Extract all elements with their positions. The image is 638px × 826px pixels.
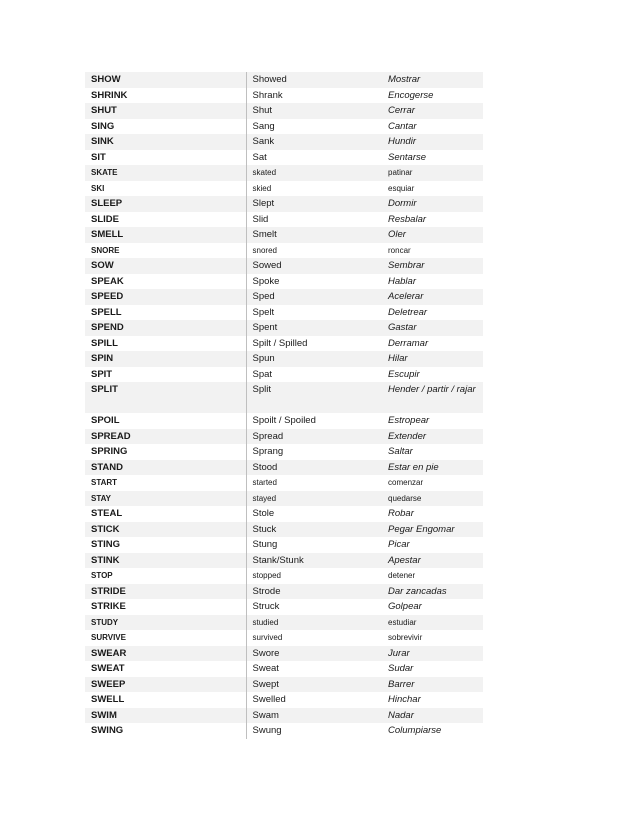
verb-past-form: Spat <box>246 367 382 383</box>
verb-base-form: STUDY <box>85 615 246 631</box>
verb-past-form: Sweat <box>246 661 382 677</box>
verb-spanish-translation: Estar en pie <box>382 460 483 476</box>
table-row <box>85 72 483 88</box>
verb-base-form: SLIDE <box>91 213 119 225</box>
verb-base-form: SPELL <box>91 306 122 318</box>
verb-spanish-translation: Hablar <box>388 275 416 287</box>
verb-past-form: Slid <box>246 212 382 228</box>
table-row <box>85 599 483 615</box>
verbs-table-body <box>85 72 483 739</box>
table-row <box>85 88 483 104</box>
verb-past-form: Sped <box>246 289 382 305</box>
verb-base-form: STRIKE <box>91 601 126 612</box>
verb-spanish-translation: Columpiarse <box>388 725 442 736</box>
verb-past-form: Spread <box>246 429 382 445</box>
verb-past-form: skated <box>246 165 382 181</box>
verb-past-form: started <box>246 475 382 491</box>
verb-base-form: SPEED <box>85 289 246 305</box>
verb-spanish-translation: Resbalar <box>388 213 427 225</box>
verb-past-form: Swore <box>246 646 382 662</box>
verb-past-form: Shrank <box>246 88 382 104</box>
verb-spanish-translation: Hinchar <box>388 694 421 705</box>
verb-past-form: Stank/Stunk <box>246 553 382 569</box>
verb-spanish-translation: sobrevivir <box>388 633 423 642</box>
verb-past-form: Spoilt / Spoiled <box>246 413 382 429</box>
verb-past-form: Sowed <box>246 258 382 274</box>
verb-past-form: Sank <box>246 134 382 150</box>
verb-base-form: SMELL <box>85 227 246 243</box>
table-row <box>85 382 483 413</box>
verb-spanish-translation: Apestar <box>382 553 483 569</box>
verb-past-form: studied <box>246 615 382 631</box>
verb-base-form: SKATE <box>85 165 246 181</box>
verb-base-form: SWING <box>91 725 124 736</box>
verb-past-form: Sang <box>246 119 382 135</box>
verb-past-form: Stood <box>246 460 382 476</box>
verb-past-form: Spilt / Spilled <box>246 336 382 352</box>
table-row <box>85 212 483 228</box>
verb-base-form: SHRINK <box>91 89 128 101</box>
verb-spanish-translation: Hender / partir / rajar <box>382 382 483 413</box>
table-row <box>85 429 483 445</box>
verb-base-form: STICK <box>85 522 246 538</box>
verb-spanish-translation: Escupir <box>388 368 420 380</box>
table-row <box>85 289 483 305</box>
verb-past-form: Spun <box>246 351 382 367</box>
verb-base-form: SWEEP <box>85 677 246 693</box>
verb-base-form: STOP <box>91 571 113 580</box>
verb-base-form: SPILL <box>91 337 118 349</box>
verb-spanish-translation: Robar <box>388 508 414 519</box>
table-row <box>85 103 483 119</box>
verb-base-form: SHUT <box>85 103 246 119</box>
verb-past-form: Stole <box>246 506 382 522</box>
verb-base-form: SIT <box>91 151 106 163</box>
table-row <box>85 522 483 538</box>
table-row <box>85 243 483 259</box>
verb-past-form: Stuck <box>246 522 382 538</box>
verb-past-form: Swept <box>246 677 382 693</box>
verb-spanish-translation: Mostrar <box>382 72 483 88</box>
verb-base-form: SPEAK <box>91 275 124 287</box>
verb-spanish-translation: Dar zancadas <box>382 584 483 600</box>
verb-base-form: SPIT <box>91 368 113 380</box>
verb-past-form: stopped <box>246 568 382 584</box>
verb-spanish-translation: Oler <box>382 227 483 243</box>
table-row <box>85 196 483 212</box>
table-row <box>85 584 483 600</box>
verb-spanish-translation: detener <box>388 571 416 580</box>
verb-base-form: SPOIL <box>91 415 120 426</box>
verb-past-form: Split <box>246 382 382 413</box>
table-row <box>85 258 483 274</box>
table-row <box>85 506 483 522</box>
verb-past-form: Slept <box>246 196 382 212</box>
verb-spanish-translation: Cantar <box>388 120 417 132</box>
verb-base-form: STINK <box>85 553 246 569</box>
verb-past-form: Stung <box>246 537 382 553</box>
table-row <box>85 475 483 491</box>
verb-spanish-translation: Encogerse <box>388 89 434 101</box>
verb-spanish-translation: Pegar Engomar <box>382 522 483 538</box>
verb-past-form: Smelt <box>246 227 382 243</box>
verb-base-form: SWEAT <box>91 663 125 674</box>
verb-spanish-translation: comenzar <box>388 478 424 487</box>
verb-base-form: SWELL <box>91 694 125 705</box>
verb-past-form: Shut <box>246 103 382 119</box>
verb-base-form: STAY <box>85 491 246 507</box>
irregular-verbs-table <box>85 72 483 739</box>
verb-spanish-translation: Nadar <box>382 708 483 724</box>
verb-spanish-translation: quedarse <box>382 491 483 507</box>
table-row <box>85 723 483 739</box>
verb-past-form: Spent <box>246 320 382 336</box>
table-row <box>85 413 483 429</box>
verb-spanish-translation: Gastar <box>382 320 483 336</box>
verb-past-form: survived <box>246 630 382 646</box>
verb-base-form: SLEEP <box>85 196 246 212</box>
verb-past-form: Spelt <box>246 305 382 321</box>
verb-past-form: Swelled <box>246 692 382 708</box>
verb-spanish-translation: Derramar <box>388 337 429 349</box>
verb-base-form: SPREAD <box>85 429 246 445</box>
verb-base-form: SPLIT <box>85 382 246 413</box>
verb-base-form: SINK <box>85 134 246 150</box>
verb-base-form: STING <box>91 539 121 550</box>
verb-past-form: stayed <box>246 491 382 507</box>
verb-base-form: SPRING <box>91 446 128 457</box>
table-row <box>85 553 483 569</box>
verb-base-form: SHOW <box>85 72 246 88</box>
verb-past-form: skied <box>246 181 382 197</box>
verb-past-form: Struck <box>246 599 382 615</box>
verb-spanish-translation: Sudar <box>388 663 414 674</box>
verb-spanish-translation: Dormir <box>382 196 483 212</box>
verb-spanish-translation: Sentarse <box>388 151 427 163</box>
verb-past-form: Swung <box>246 723 382 739</box>
verb-spanish-translation: Acelerar <box>382 289 483 305</box>
table-row <box>85 460 483 476</box>
verb-spanish-translation: patinar <box>382 165 483 181</box>
table-row <box>85 181 483 197</box>
verb-spanish-translation: Barrer <box>382 677 483 693</box>
table-row <box>85 336 483 352</box>
verb-past-form: Sat <box>246 150 382 166</box>
verb-base-form: SING <box>91 120 115 132</box>
table-row <box>85 444 483 460</box>
table-row <box>85 568 483 584</box>
verb-past-form: Showed <box>246 72 382 88</box>
verb-base-form: START <box>91 478 118 487</box>
table-row <box>85 320 483 336</box>
table-row <box>85 351 483 367</box>
verb-spanish-translation: estudiar <box>382 615 483 631</box>
table-row <box>85 150 483 166</box>
verb-base-form: SNORE <box>91 245 120 255</box>
verb-past-form: Swam <box>246 708 382 724</box>
verb-base-form: SWIM <box>85 708 246 724</box>
table-row <box>85 305 483 321</box>
table-row <box>85 677 483 693</box>
verb-past-form: Spoke <box>246 274 382 290</box>
verb-base-form: SKI <box>91 183 105 193</box>
table-row <box>85 165 483 181</box>
table-row <box>85 537 483 553</box>
verb-spanish-translation: Cerrar <box>382 103 483 119</box>
table-row <box>85 692 483 708</box>
table-row <box>85 646 483 662</box>
verb-spanish-translation: Estropear <box>388 415 430 426</box>
verb-past-form: snored <box>246 243 382 259</box>
verb-spanish-translation: Saltar <box>388 446 413 457</box>
verb-base-form: STAND <box>85 460 246 476</box>
verb-base-form: SPIN <box>85 351 246 367</box>
table-row <box>85 274 483 290</box>
table-row <box>85 661 483 677</box>
verb-spanish-translation: esquiar <box>388 183 415 193</box>
verb-base-form: SPEND <box>85 320 246 336</box>
table-row <box>85 367 483 383</box>
table-row <box>85 227 483 243</box>
table-row <box>85 134 483 150</box>
table-row <box>85 119 483 135</box>
verb-base-form: STRIDE <box>85 584 246 600</box>
verb-base-form: SOW <box>85 258 246 274</box>
verb-base-form: SURVIVE <box>91 633 126 642</box>
verb-spanish-translation: Sembrar <box>382 258 483 274</box>
verb-spanish-translation: Jurar <box>382 646 483 662</box>
verb-spanish-translation: Hilar <box>382 351 483 367</box>
table-row <box>85 615 483 631</box>
table-row <box>85 708 483 724</box>
verb-spanish-translation: roncar <box>388 245 411 255</box>
verb-spanish-translation: Extender <box>382 429 483 445</box>
table-row <box>85 491 483 507</box>
table-row <box>85 630 483 646</box>
verb-spanish-translation: Hundir <box>382 134 483 150</box>
verb-past-form: Strode <box>246 584 382 600</box>
verb-spanish-translation: Picar <box>388 539 410 550</box>
verb-base-form: SWEAR <box>85 646 246 662</box>
verb-past-form: Sprang <box>246 444 382 460</box>
verb-base-form: STEAL <box>91 508 123 519</box>
verb-spanish-translation: Deletrear <box>388 306 428 318</box>
verb-spanish-translation: Golpear <box>388 601 422 612</box>
